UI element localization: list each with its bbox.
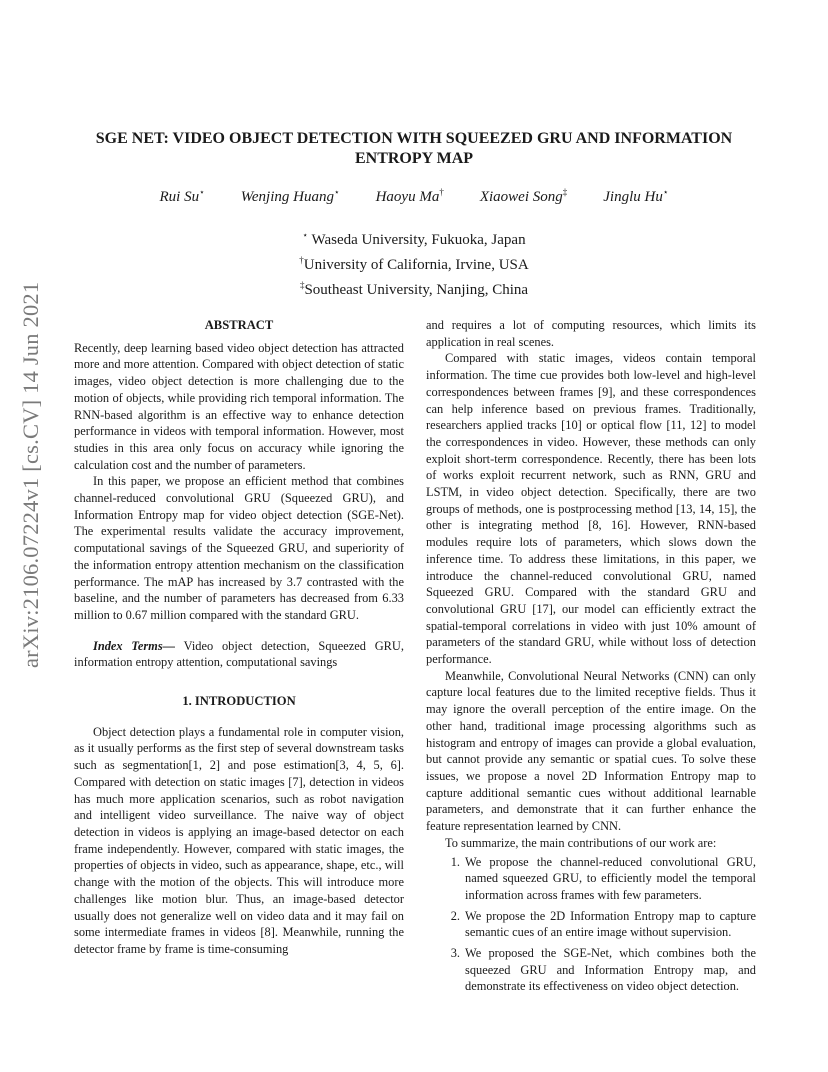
contributions-intro: To summarize, the main contributions of our work are: (445, 835, 717, 850)
author-3: Haoyu Ma† (375, 187, 444, 205)
author-5: Jinglu Hu⋆ (603, 187, 669, 205)
list-item: 2. We propose the 2D Information Entropy map to capture semantic cues of an entire image without supervision. (450, 908, 756, 940)
title-line-1: SGE NET: VIDEO OBJECT DETECTION WITH SQUEEZED GRU AND INFORMATION (95, 130, 733, 147)
abstract-heading: ABSTRACT (204, 318, 274, 332)
author-1: Rui Su⋆ (159, 187, 205, 205)
right-column (426, 317, 756, 999)
abstract-paragraph-1: Recently, deep learning based video object detection has attracted more and more attention. Compared with object detection of static images, video object detection is more challenging due to the motion of objects, while providing rich temporal information. The RNN-based algorithm is an effective way to enhance detection performance in videos with temporal information. However, most studies in this area only focus on accuracy while ignoring the calculation cost and the number of parameters. (74, 340, 404, 472)
left-column (74, 317, 404, 958)
paper-title (60, 129, 768, 169)
author-2: Wenjing Huang⋆ (240, 187, 340, 205)
list-item: 1. We propose the channel-reduced convolutional GRU, named squeezed GRU, to efficiently model the temporal information across frames with few parameters. (450, 854, 756, 902)
author-4: Xiaowei Song‡ (479, 187, 568, 205)
arxiv-stamp: arXiv:2106.07224v1 [cs.CV] 14 Jun 2021 (18, 281, 43, 668)
list-item: 3. We proposed the SGE-Net, which combines both the squeezed GRU and Information Entropy map, and demonstrate its effectiveness on video object detection. (450, 946, 756, 994)
contributions-list (426, 854, 756, 996)
introduction-heading: 1. INTRODUCTION (182, 694, 296, 709)
title-line-2: ENTROPY MAP (354, 150, 474, 167)
affiliations (60, 225, 768, 300)
affiliation-2: †University of California, Irvine, USA (299, 255, 529, 273)
intro-paragraph-cnn: Meanwhile, Convolutional Neural Networks (CNN) can only capture local features due to the limited receptive fields. Thus it may ignore the overall perception of the entire image. On the other hand, traditional image processing algorithms such as histogram and entropy of images can provide a global evaluation, but cannot provide any semantic or spatial cues. To solve these issues, we propose a novel 2D Information Entropy map to capture additional semantic cues without additional learnable parameters, and demonstrate that it can further enhance the feature representation learned by CNN. (426, 668, 756, 834)
affiliation-3: ‡Southeast University, Nanjing, China (299, 280, 529, 298)
index-terms: Index Terms— Video object detection, Squeezed GRU, information entropy attention, computational savings (74, 638, 404, 670)
affiliation-1: ⋆ Waseda University, Fukuoka, Japan (302, 230, 526, 248)
intro-continuation: and requires a lot of computing resources, which limits its application in real scenes. (426, 318, 756, 349)
author-list (60, 187, 768, 206)
abstract-paragraph-2: In this paper, we propose an efficient method that combines channel-reduced convolutional GRU (Squeezed GRU), and Information Entropy map for video object detection (SGE-Net). The experimental results validate the accuracy improvement, computational savings of the Squeezed GRU, and superiority of the information entropy attention mechanism on the classification performance. The mAP has increased by 3.7 contrasted with the baseline, and the number of parameters has decreased from 6.33 million to 0.67 million compared with the standard GRU. (74, 474, 404, 622)
intro-paragraph-temporal: Compared with static images, videos contain temporal information. The time cue provides both low-level and high-level correspondences between frames [9], and these correspondences can help inference based on previous frames. Traditionally, researchers applied tracks [10] or optical flow [11, 12] to model the correspondences in video. However, these methods can only exploit short-term correspondence. Recently, there has been lots of works exploit recurrent network, such as RNN, GRU and LSTM, in video object detection. Specifically, there are two groups of methods, one is postprocessing method [13, 14, 15], the other is integrating method [8, 16]. However, RNN-based modules require lots of parameters, which slows down the inference time. To address these limitations, in this paper, we introduce the channel-reduced convolutional GRU, named Squeezed GRU. Compared with the standard GRU and convolutional GRU [17], our model can efficiently extract the spatial-temporal correlations in video with just 10% amount of parameters of the standard GRU, while without loss of detection performance. (426, 351, 756, 667)
introduction-paragraph-1: Object detection plays a fundamental role in computer vision, as it usually performs as the first step of several downstream tasks such as segmentation[1, 2] and pose estimation[3, 4, 5, 6]. Compared with detection on static images [7], detection in videos has much more application scenarios, such as robot navigation and intelligent video surveillance. The naive way of object detection in videos is applying an image-based detector on each frame independently. However, compared with static images, the properties of objects in video, such as appearance, shape, etc., will change with the motion of the objects. This will introduce more challenges like motion blur. Thus, an image-based detector usually does not generalize well on video data and it may fail on some intermediate frames in videos [8]. Meanwhile, running the detector frame by frame is time-consuming (74, 724, 404, 956)
